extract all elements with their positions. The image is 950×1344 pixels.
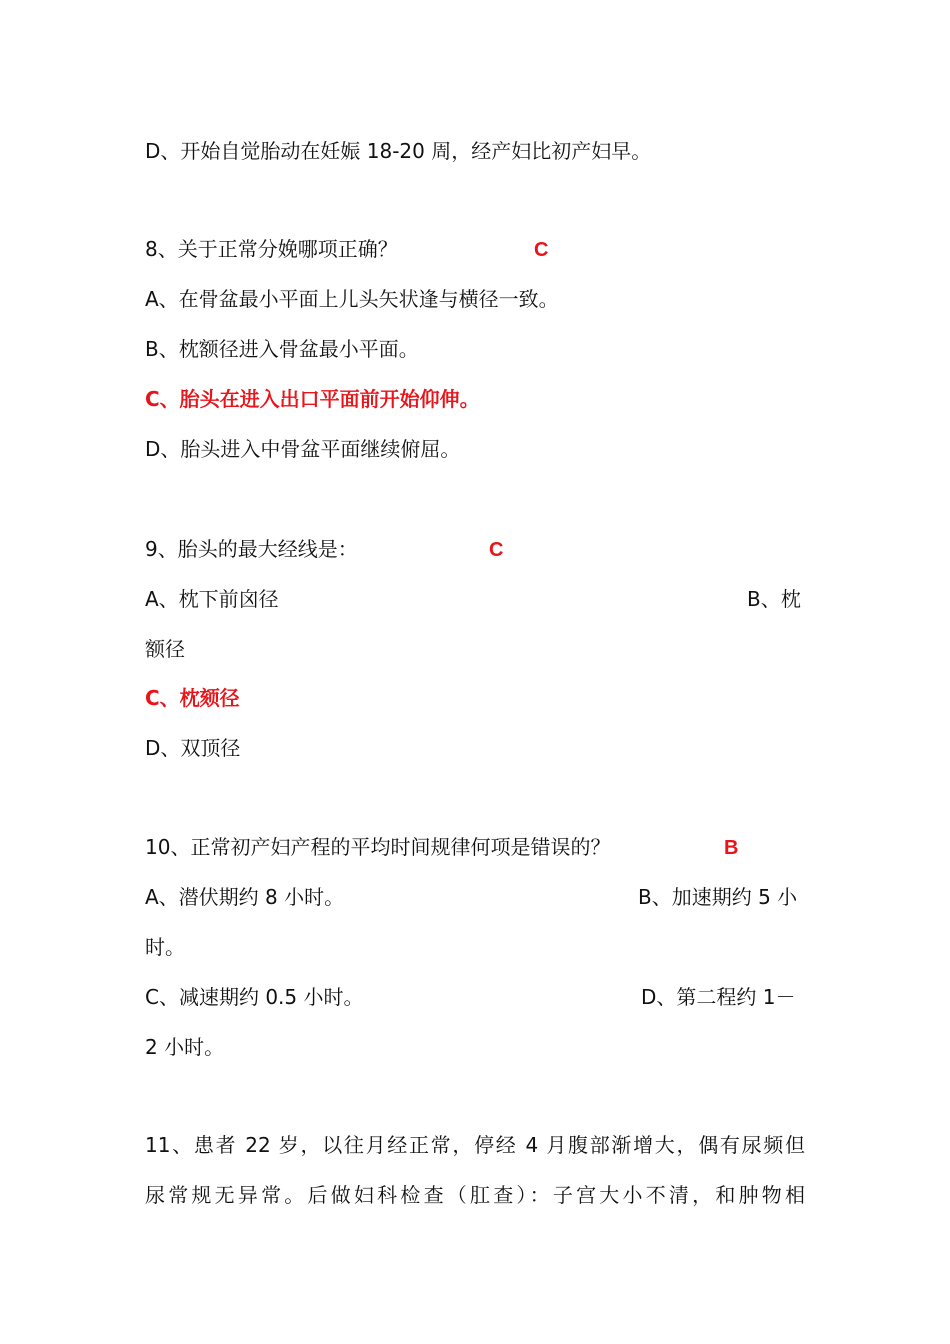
q8-question: 8、关于正常分娩哪项正确？ xyxy=(145,237,398,261)
q10-option-a: A、潜伏期约 8 小时。 xyxy=(145,885,345,909)
q11-line-1: 11、患者 22 岁，以往月经正常，停经 4 月腹部渐增大，偶有尿频但 xyxy=(145,1133,805,1157)
q9-option-a: A、枕下前囟径 xyxy=(145,587,279,611)
q10-question: 10、正常初产妇产程的平均时间规律何项是错误的？ xyxy=(145,835,611,859)
q9-option-b-part1: B、枕 xyxy=(747,587,801,611)
q8-option-b: B、枕额径进入骨盆最小平面。 xyxy=(145,337,419,361)
q7-option-d: D、开始自觉胎动在妊娠 18-20 周，经产妇比初产妇早。 xyxy=(145,139,652,163)
q10-answer: B xyxy=(724,837,739,859)
q8-option-d: D、胎头进入中骨盆平面继续俯屈。 xyxy=(145,437,461,461)
q8-option-a: A、在骨盆最小平面上儿头矢状逢与横径一致。 xyxy=(145,287,559,311)
q9-answer: C xyxy=(489,539,504,561)
q10-option-b-part1: B、加速期约 5 小 xyxy=(638,885,798,909)
q10-option-c: C、减速期约 0.5 小时。 xyxy=(145,985,364,1009)
q8-answer: C xyxy=(534,239,549,261)
q11-line-2: 尿常规无异常。后做妇科检查（肛查）：子宫大小不清，和肿物相 xyxy=(145,1183,805,1207)
q9-option-d: D、双顶径 xyxy=(145,736,241,760)
q9-option-c-correct: C、枕颏径 xyxy=(145,686,240,710)
q10-option-b-part2: 时。 xyxy=(145,935,185,959)
q9-question: 9、胎头的最大经线是： xyxy=(145,537,358,561)
q9-option-b-part2: 额径 xyxy=(145,637,185,661)
q10-option-d-part2: 2 小时。 xyxy=(145,1035,225,1059)
q8-option-c-correct: C、胎头在进入出口平面前开始仰伸。 xyxy=(145,387,480,411)
q10-option-d-part1: D、第二程约 1－ xyxy=(641,985,796,1009)
